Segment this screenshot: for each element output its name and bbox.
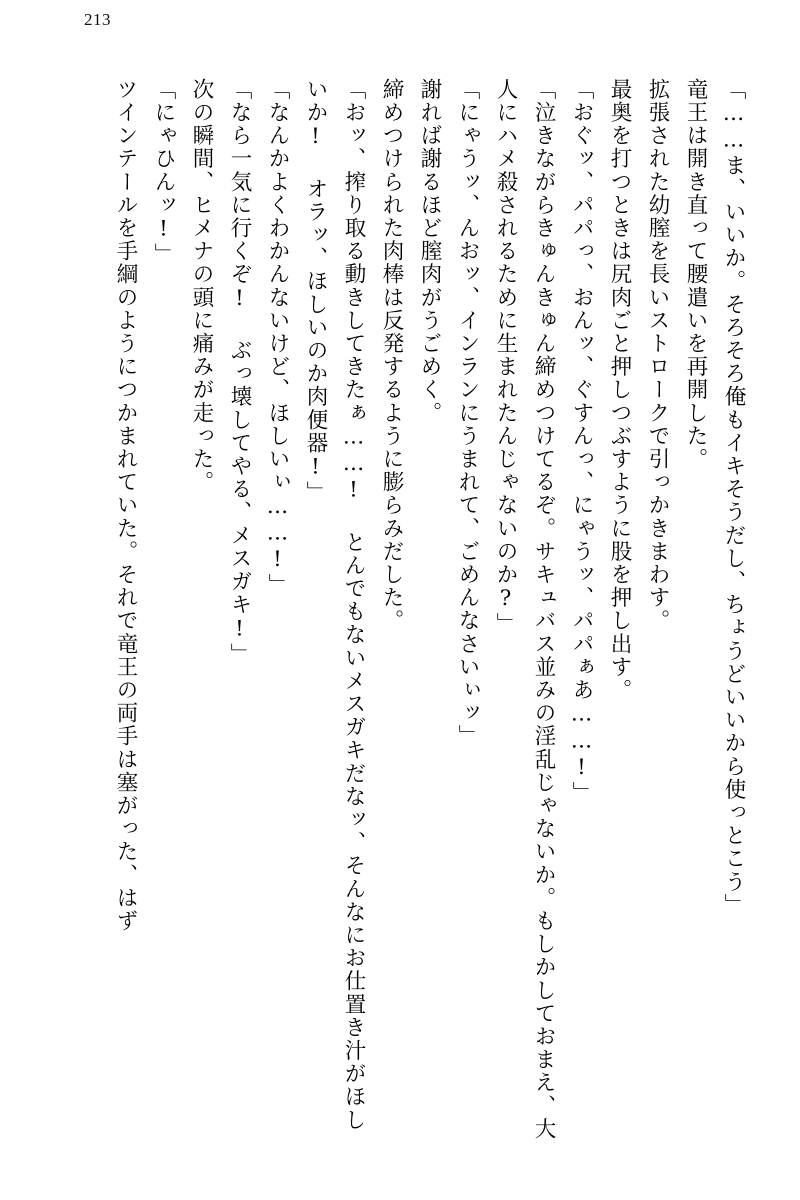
paragraph: 拡張された幼膣を長いストロークで引っかきまわす。: [645, 78, 670, 633]
paragraph: 「にゃうッ、んおッ、インランにうまれて、ごめんなさいぃッ」: [455, 78, 480, 748]
paragraph: 「泣きながらきゅんきゅん締めつけてるぞ。サキュバス並みの淫乱じゃないか。もしかしておまえ、大人にハメ殺されるために生まれたんじゃないのか?」: [493, 78, 556, 1141]
paragraph: 竜王は開き直って腰遣いを再開した。: [683, 78, 708, 471]
paragraph: 謝れば謝るほど膣肉がうごめく。: [417, 78, 442, 425]
paragraph: 「なら一気に行くぞ! ぶっ壊してやる、メスガキ!」: [227, 78, 252, 666]
paragraph: ツインテールを手綱のようにつかまれていた。それで竜王の両手は塞がった、はず: [113, 78, 138, 933]
paragraph: 「にゃひんッ!」: [151, 78, 176, 267]
paragraph: 締めつけられた肉棒は反発するように膨らみだした。: [379, 78, 404, 633]
page-number: 213: [84, 10, 111, 29]
paragraph: 「……ま、いいか。そろそろ俺もイキそうだし、ちょうどいいから使っとこう」: [721, 78, 746, 917]
paragraph: 「なんかよくわかんないけど、ほしいぃ……!」: [265, 78, 290, 597]
paragraph: 最奥を打つときは尻肉ごと押しつぶすように股を押し出す。: [607, 78, 632, 702]
vertical-text-body: [52, 78, 752, 1148]
paragraph: 次の瞬間、ヒメナの頭に痛みが走った。: [189, 78, 214, 494]
paragraph: 「おッ、搾り取る動きしてきたぁ……! とんでもないメスガキだなッ、そんなにお仕置き汁がほしいか! オラッ、ほしいのか肉便器!」: [303, 78, 366, 1132]
paragraph: 「おぐッ、パパっ、おんッ、ぐすんっ、にゃうッ、パパぁあ……!」: [569, 78, 594, 805]
